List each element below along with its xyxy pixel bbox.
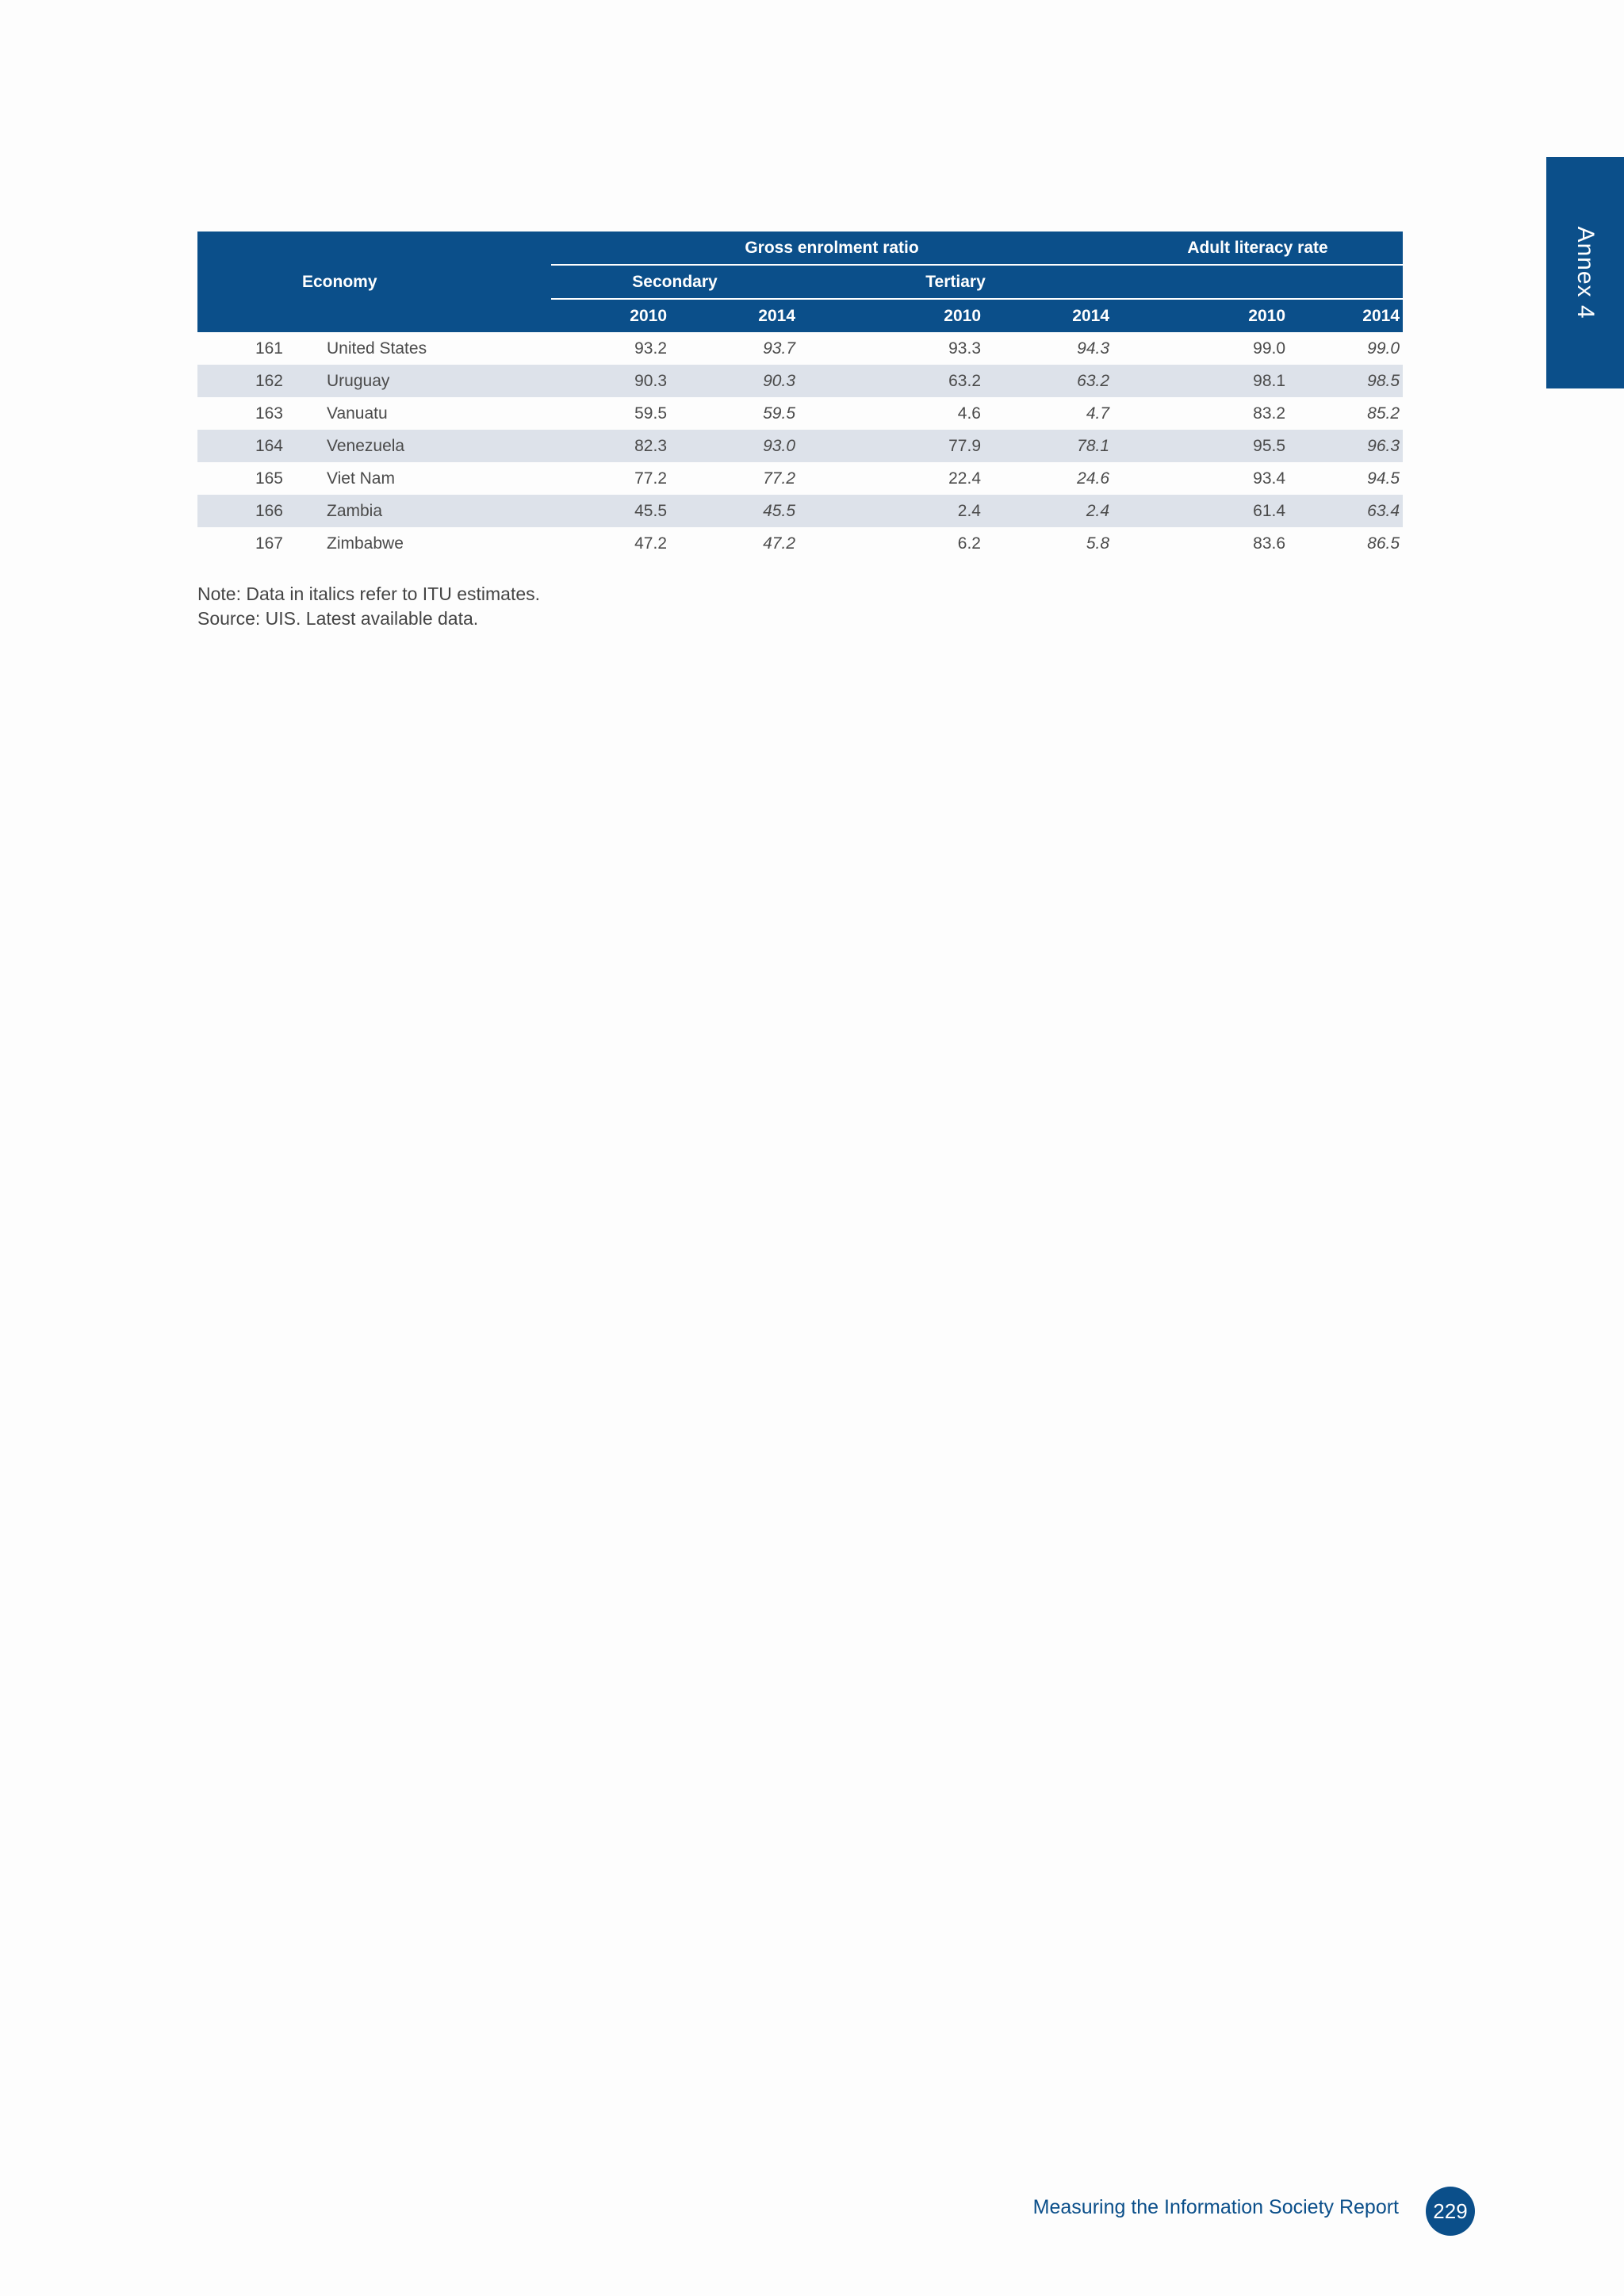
value-cell: 45.5	[551, 495, 670, 527]
tertiary-header: Tertiary	[799, 265, 1113, 299]
value-cell: 6.2	[957, 534, 981, 553]
economy-cell: Zimbabwe	[327, 534, 404, 553]
value-cell: 93.2	[634, 339, 667, 358]
table-row	[197, 495, 1403, 527]
adult-literacy-header: Adult literacy rate	[1113, 232, 1403, 265]
value-cell: 99.0	[1253, 339, 1286, 358]
value-cell: 59.5	[763, 404, 795, 423]
value-cell: 90.3	[670, 365, 799, 397]
value-cell: 98.1	[1113, 365, 1289, 397]
year-header: 2014	[1289, 299, 1403, 332]
value-cell: 63.2	[799, 365, 984, 397]
value-cell: 61.4	[1113, 495, 1289, 527]
header-row-1	[197, 232, 1403, 265]
value-cell: 85.2	[1367, 404, 1400, 423]
value-cell: 83.6	[1253, 534, 1286, 553]
source-text: Source: UIS. Latest available data.	[197, 608, 479, 629]
value-cell: 2.4	[799, 495, 984, 527]
year-header: 2010	[551, 299, 670, 332]
rank-cell: 163	[255, 404, 283, 423]
economy-cell: Vanuatu	[327, 404, 388, 423]
literacy-subheader-blank	[1113, 265, 1403, 299]
table-notes	[197, 582, 540, 631]
economy-cell: Venezuela	[291, 430, 551, 462]
value-cell: 83.2	[1253, 404, 1286, 423]
note-text: Note: Data in italics refer to ITU estimates.	[197, 584, 541, 604]
value-cell: 93.3	[948, 339, 981, 358]
table-row	[197, 332, 1403, 365]
annex-label: Annex 4	[1572, 226, 1599, 320]
economy-cell: Zambia	[291, 495, 551, 527]
value-cell: 4.6	[957, 404, 981, 423]
enrolment-literacy-table	[197, 232, 1403, 560]
table-row	[197, 527, 1403, 560]
secondary-header: Secondary	[551, 265, 799, 299]
table-row	[197, 462, 1403, 495]
value-cell: 95.5	[1113, 430, 1289, 462]
value-cell: 93.0	[670, 430, 799, 462]
value-cell: 94.3	[1077, 339, 1110, 358]
value-cell: 5.8	[1086, 534, 1110, 553]
data-table-container	[197, 232, 1403, 560]
value-cell: 99.0	[1367, 339, 1400, 358]
economy-cell: Uruguay	[291, 365, 551, 397]
value-cell: 45.5	[670, 495, 799, 527]
value-cell: 63.2	[984, 365, 1113, 397]
value-cell: 82.3	[551, 430, 670, 462]
value-cell: 93.4	[1253, 469, 1286, 488]
rank-cell: 166	[197, 495, 291, 527]
year-header: 2014	[670, 299, 799, 332]
value-cell: 93.7	[763, 339, 795, 358]
year-header: 2014	[984, 299, 1113, 332]
report-title: Measuring the Information Society Report	[1032, 2196, 1399, 2218]
rank-cell: 167	[255, 534, 283, 553]
economy-cell: Viet Nam	[327, 469, 395, 488]
value-cell: 4.7	[1086, 404, 1110, 423]
page-footer	[1032, 2187, 1475, 2231]
rank-cell: 162	[197, 365, 291, 397]
value-cell: 96.3	[1289, 430, 1403, 462]
value-cell: 47.2	[763, 534, 795, 553]
value-cell: 77.2	[763, 469, 795, 488]
economy-header: Economy	[197, 232, 551, 332]
value-cell: 86.5	[1367, 534, 1400, 553]
table-row	[197, 430, 1403, 462]
value-cell: 78.1	[984, 430, 1113, 462]
value-cell: 94.5	[1367, 469, 1400, 488]
rank-cell: 164	[197, 430, 291, 462]
value-cell: 90.3	[551, 365, 670, 397]
year-header: 2010	[799, 299, 984, 332]
rank-cell: 161	[255, 339, 283, 358]
gross-enrolment-header: Gross enrolment ratio	[551, 232, 1113, 265]
table-row	[197, 365, 1403, 397]
annex-side-tab	[1546, 157, 1624, 388]
value-cell: 2.4	[984, 495, 1113, 527]
value-cell: 77.2	[634, 469, 667, 488]
value-cell: 63.4	[1289, 495, 1403, 527]
value-cell: 59.5	[634, 404, 667, 423]
value-cell: 77.9	[799, 430, 984, 462]
value-cell: 22.4	[948, 469, 981, 488]
page-number: 229	[1426, 2187, 1475, 2236]
value-cell: 98.5	[1289, 365, 1403, 397]
rank-cell: 165	[255, 469, 283, 488]
value-cell: 24.6	[1077, 469, 1110, 488]
year-header: 2010	[1113, 299, 1289, 332]
table-row	[197, 397, 1403, 430]
value-cell: 47.2	[634, 534, 667, 553]
economy-cell: United States	[327, 339, 427, 358]
